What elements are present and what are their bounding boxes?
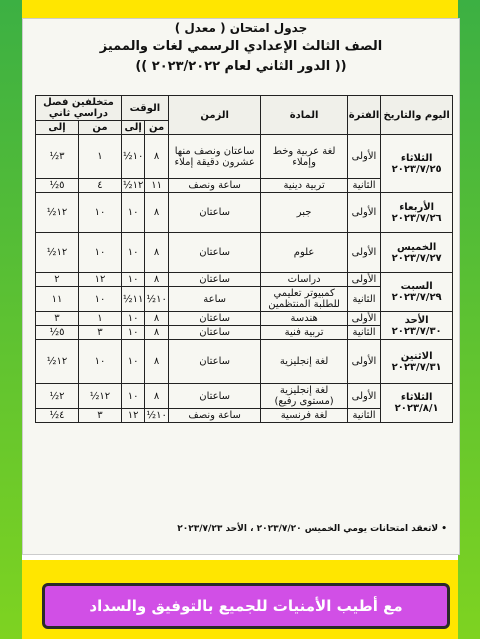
col-period: الفترة xyxy=(347,96,381,135)
green-border-left xyxy=(0,0,22,639)
to-cell: ١٢ xyxy=(121,409,144,423)
from-cell: ١٠½ xyxy=(146,410,167,421)
st-from-cell: ٣ xyxy=(78,409,121,423)
period-cell: الأولى xyxy=(347,233,381,273)
duration-cell: ساعة ونصف xyxy=(168,179,261,193)
subject-cell: جبر xyxy=(261,193,347,233)
duration-cell: ساعتان xyxy=(168,312,261,326)
col-st-from: من xyxy=(78,121,121,135)
duration-cell: ساعتان xyxy=(168,193,261,233)
to-cell: ١٠ xyxy=(121,233,144,273)
day-cell: الخميس ٢٠٢٣/٧/٢٧ xyxy=(381,233,453,273)
st-to-cell: ١١ xyxy=(36,287,79,312)
duration-cell: ساعتان ونصف منها عشرون دقيقة إملاء xyxy=(168,135,261,179)
day-cell: السبت ٢٠٢٣/٧/٢٩ xyxy=(381,273,453,312)
st-to-cell: ٥½ xyxy=(36,326,79,340)
col-day: اليوم والتاريخ xyxy=(381,96,453,135)
period-cell: الأولى xyxy=(347,135,381,179)
st-from-cell: ١٠ xyxy=(78,233,121,273)
col-second-term: متخلفين فصل دراسي ثاني xyxy=(36,96,122,121)
st-to-cell: ٣ xyxy=(36,312,79,326)
to-cell: ١٠ xyxy=(121,384,144,409)
subject-cell: كمبيوتر تعليمي للطلبة المنتظمين xyxy=(261,287,347,312)
day-cell: الأحد ٢٠٢٣/٧/٣٠ xyxy=(381,312,453,340)
period-cell: الأولى xyxy=(347,384,381,409)
col-time-from: من xyxy=(145,121,168,135)
period-cell: الأولى xyxy=(347,273,381,287)
to-cell: ١٠ xyxy=(121,273,144,287)
from-cell: ٨ xyxy=(145,326,168,340)
to-cell: ١٠ xyxy=(121,312,144,326)
exam-schedule-document xyxy=(22,18,460,555)
from-cell: ٨ xyxy=(145,340,168,384)
period-cell: الثانية xyxy=(347,287,381,312)
subject-cell: لغة إنجليزية xyxy=(261,340,347,384)
subject-cell: هندسة xyxy=(261,312,347,326)
green-border-right xyxy=(458,0,480,639)
col-time-to: إلى xyxy=(121,121,144,135)
st-from-cell: ١٠ xyxy=(78,287,121,312)
wishes-banner: مع أطيب الأمنيات للجميع بالتوفيق والسداد xyxy=(42,583,450,629)
st-from-cell: ١٢ xyxy=(78,273,121,287)
subject-cell: علوم xyxy=(261,233,347,273)
schedule-grade: الصف الثالث الإعدادي الرسمي لغات والمميز xyxy=(99,39,383,54)
schedule-session: (( الدور الثاني لعام ٢٠٢٣/٢٠٢٢ )) xyxy=(135,59,347,74)
from-cell: ٨ xyxy=(145,233,168,273)
from-cell: ١٠½ xyxy=(145,287,168,312)
from-cell: ١١ xyxy=(145,179,168,193)
subject-cell: لغة عربية وخط وإملاء xyxy=(261,135,347,179)
st-to-cell: ٥½ xyxy=(36,179,79,193)
period-cell: الثانية xyxy=(347,409,381,423)
col-st-to: إلى xyxy=(36,121,79,135)
to-cell: ١٢½ xyxy=(122,180,144,191)
from-cell: ٨ xyxy=(145,384,168,409)
duration-cell: ساعتان xyxy=(168,273,261,287)
st-to-cell: ٢½ xyxy=(36,384,79,409)
st-to-cell: ١٢½ xyxy=(36,340,79,384)
subject-cell: لغة إنجليزية (مستوى رفيع) xyxy=(261,384,347,409)
schedule-table xyxy=(35,95,453,423)
from-cell: ٨ xyxy=(145,273,168,287)
subject-cell: تربية دينية xyxy=(261,179,347,193)
schedule-note: • لاتعقد امتحانات يومي الخميس ٢٠٢٣/٧/٢٠ ، الأحد ٢٠٢٣/٧/٢٣ xyxy=(177,524,447,534)
st-to-cell: ٣½ xyxy=(36,135,79,179)
day-cell: الثلاثاء ٢٠٢٣/٧/٢٥ xyxy=(381,135,453,193)
col-time: الوقت xyxy=(121,96,168,121)
period-cell: الثانية xyxy=(347,326,381,340)
duration-cell: ساعة ونصف xyxy=(168,409,261,423)
col-duration: الزمن xyxy=(168,96,261,135)
from-cell: ٨ xyxy=(145,312,168,326)
to-cell: ١٠ xyxy=(121,326,144,340)
from-cell: ٨ xyxy=(145,193,168,233)
st-to-cell: ١٢½ xyxy=(36,193,79,233)
st-from-cell: ١٢½ xyxy=(78,384,121,409)
period-cell: الأولى xyxy=(347,340,381,384)
day-cell: الاثنين ٢٠٢٣/٧/٣١ xyxy=(381,340,453,384)
day-cell: الأربعاء ٢٠٢٣/٧/٢٦ xyxy=(381,193,453,233)
st-from-cell: ٣ xyxy=(78,326,121,340)
st-to-cell: ٢ xyxy=(36,273,79,287)
col-subject: المادة xyxy=(261,96,347,135)
period-cell: الأولى xyxy=(347,193,381,233)
period-cell: الثانية xyxy=(347,179,381,193)
duration-cell: ساعتان xyxy=(168,340,261,384)
to-cell: ١٠½ xyxy=(121,135,144,179)
duration-cell: ساعتان xyxy=(168,233,261,273)
day-cell: الثلاثاء ٢٠٢٣/٨/١ xyxy=(381,384,453,423)
st-from-cell: ١ xyxy=(78,312,121,326)
subject-cell: لغة فرنسية xyxy=(261,409,347,423)
duration-cell: ساعتان xyxy=(168,326,261,340)
duration-cell: ساعتان xyxy=(168,384,261,409)
subject-cell: تربية فنية xyxy=(261,326,347,340)
to-cell: ١١½ xyxy=(121,287,144,312)
to-cell: ١٠ xyxy=(121,193,144,233)
st-to-cell: ٤½ xyxy=(36,409,79,423)
period-cell: الأولى xyxy=(347,312,381,326)
from-cell: ٨ xyxy=(145,135,168,179)
subject-cell: دراسات xyxy=(261,273,347,287)
st-from-cell: ١٠ xyxy=(78,340,121,384)
st-to-cell: ١٢½ xyxy=(36,233,79,273)
duration-cell: ساعة xyxy=(168,287,261,312)
schedule-title: جدول امتحان ( معدل ) xyxy=(174,21,308,35)
st-from-cell: ١ xyxy=(78,135,121,179)
st-from-cell: ١٠ xyxy=(78,193,121,233)
to-cell: ١٠ xyxy=(121,340,144,384)
yellow-border-top xyxy=(0,0,480,20)
st-from-cell: ٤ xyxy=(78,179,121,193)
